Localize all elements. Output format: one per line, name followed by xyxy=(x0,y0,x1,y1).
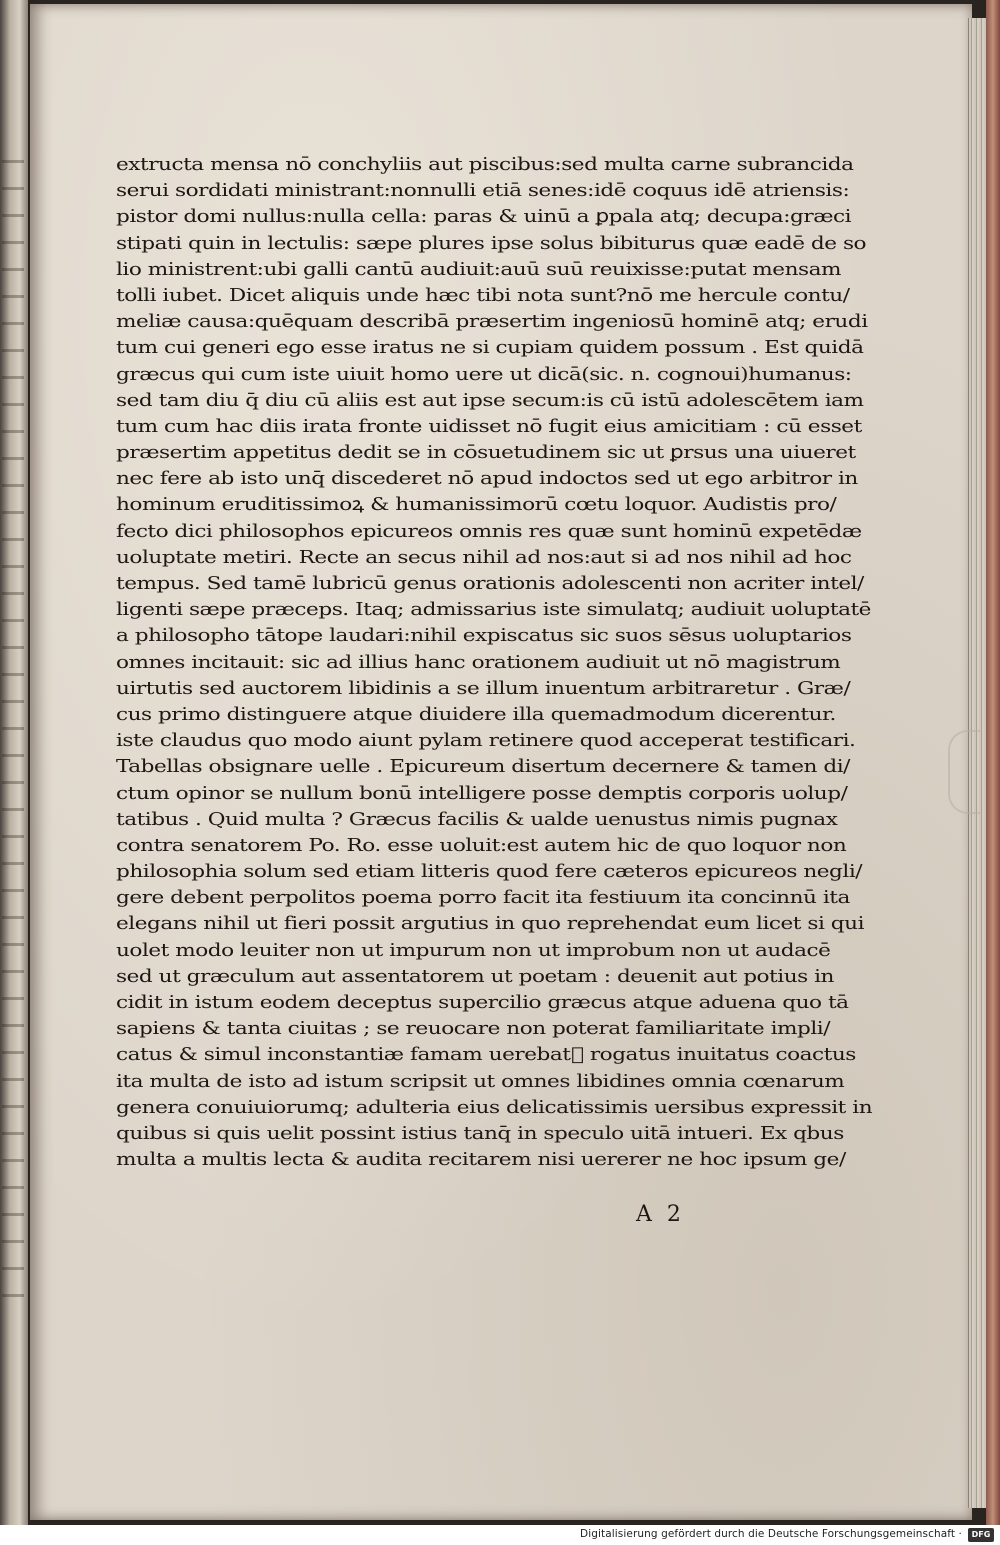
text-line: iste claudus quo modo aiunt pylam retinere quod acceperat testificari. xyxy=(116,730,856,752)
text-line: nec fere ab isto unq̄ discederet nō apud indoctos sed ut ego arbitror in xyxy=(116,468,858,490)
left-page-gutter-text xyxy=(2,160,24,1320)
footer-bar xyxy=(0,1525,1000,1545)
text-line: genera conuiuiorumq; adulteria eius delicatissimis uersibus expressit in xyxy=(116,1096,873,1118)
text-line: tum cum hac diis irata fronte uidisset nō fugit eius amicitiam : cū esset xyxy=(116,415,862,437)
text-line: a philosopho tātope laudari:nihil expiscatus sic suos sēsus uoluptarios xyxy=(116,625,852,647)
text-line: tatibus . Quid multa ? Græcus facilis & ualde uenustus nimis pugnax xyxy=(116,808,838,830)
text-line: tum cui generi ego esse iratus ne si cupiam quidem possum . Est quidā xyxy=(116,337,864,359)
page-text-block xyxy=(116,152,873,1173)
text-line: meliæ causa:quēquam describā præsertim ingeniosū hominē atq; erudi xyxy=(116,311,868,333)
book-cover-edge xyxy=(986,0,1000,1525)
text-line: catus & simul inconstantiæ famam uerebat᷑ rogatus inuitatus coactus xyxy=(116,1044,856,1066)
page-clip-mark xyxy=(948,730,980,814)
text-line: ligenti sæpe præceps. Itaq; admissarius iste simulatq; audiuit uoluptatē xyxy=(116,599,872,621)
text-line: contra senatorem Po. Ro. esse uoluit:est autem hic de quo loquor non xyxy=(116,834,847,856)
text-line: tempus. Sed tamē lubricū genus orationis adolescenti non acriter intel/ xyxy=(116,573,864,594)
text-line: fecto dici philosophos epicureos omnis res quæ sunt hominū expetēdæ xyxy=(116,520,862,542)
text-line: gere debent perpolitos poema porro facit ita festiuum ita concinnū ita xyxy=(116,887,850,909)
funding-credit: Digitalisierung gefördert durch die Deutsche Forschungsgemeinschaft · xyxy=(580,1528,962,1540)
text-line: stipati quin in lectulis: sæpe plures ipse solus bibiturus quæ eadē de so xyxy=(116,232,867,254)
text-line: philosophia solum sed etiam litteris quod fere cæteros epicureos negli/ xyxy=(116,861,863,883)
text-line: tolli iubet. Dicet aliquis unde hæc tibi nota sunt?nō me hercule contu/ xyxy=(116,284,850,306)
text-line: uirtutis sed auctorem libidinis a se illum inuentum arbitraretur . Græ/ xyxy=(116,677,851,699)
text-line: Tabellas obsignare uelle . Epicureum disertum decernere & tamen di/ xyxy=(116,756,850,778)
text-line: extructa mensa nō conchyliis aut piscibus:sed multa carne subrancida xyxy=(116,154,854,175)
text-line: sed ut græculum aut assentatorem ut poetam : deuenit aut potius in xyxy=(116,965,834,987)
text-line: serui sordidati ministrant:nonnulli etiā senes:idē coquus idē atriensis: xyxy=(116,180,850,202)
text-line: præsertim appetitus dedit se in cōsuetudinem sic ut ꝑrsus una uiueret xyxy=(116,442,856,464)
signature-mark: A 2 xyxy=(636,1202,685,1227)
text-line: multa a multis lecta & audita recitarem nisi uererer ne hoc ipsum ge/ xyxy=(116,1149,846,1171)
text-line: sapiens & tanta ciuitas ; se reuocare non poterat familiaritate impli/ xyxy=(116,1018,831,1040)
text-line: ita multa de isto ad istum scripsit ut omnes libidines omnia cœnarum xyxy=(116,1070,845,1092)
text-line: pistor domi nullus:nulla cella: paras & uinū a ꝑpala atq; decupa:græci xyxy=(116,206,852,228)
text-line: cidit in istum eodem deceptus supercilio græcus atque aduena quo tā xyxy=(116,992,849,1013)
text-line: uolet modo leuiter non ut impurum non ut improbum non ut audacē xyxy=(116,939,831,961)
text-line: cus primo distinguere atque diuidere illa quemadmodum dicerentur. xyxy=(116,703,836,725)
left-page-edge xyxy=(0,0,28,1525)
dfg-logo-icon: DFG xyxy=(968,1528,994,1542)
text-line: elegans nihil ut fieri possit argutius in quo reprehendat eum licet si qui xyxy=(116,913,865,935)
text-line: græcus qui cum iste uiuit homo uere ut dicā(sic. n. cognoui)humanus: xyxy=(116,363,852,385)
text-line: omnes incitauit: sic ad illius hanc orationem audiuit ut nō magistrum xyxy=(116,651,841,673)
text-line: quibus si quis uelit possint istius tanq̄ in speculo uitā intueri. Ex qbus xyxy=(116,1122,844,1144)
text-line: uoluptate metiri. Recte an secus nihil ad nos:aut si ad nos nihil ad hoc xyxy=(116,546,852,568)
text-line: ctum opinor se nullum bonū intelligere posse demptis corporis uolup/ xyxy=(116,782,848,804)
text-line: sed tam diu q̄ diu cū aliis est aut ipse secum:is cū istū adolescētem iam xyxy=(116,389,864,411)
text-line: lio ministrent:ubi galli cantū audiuit:auū suū reuixisse:putat mensam xyxy=(116,258,842,280)
text-line: hominum eruditissimoꝝ & humanissimorū cœtu loquor. Audistis pro/ xyxy=(116,494,837,516)
